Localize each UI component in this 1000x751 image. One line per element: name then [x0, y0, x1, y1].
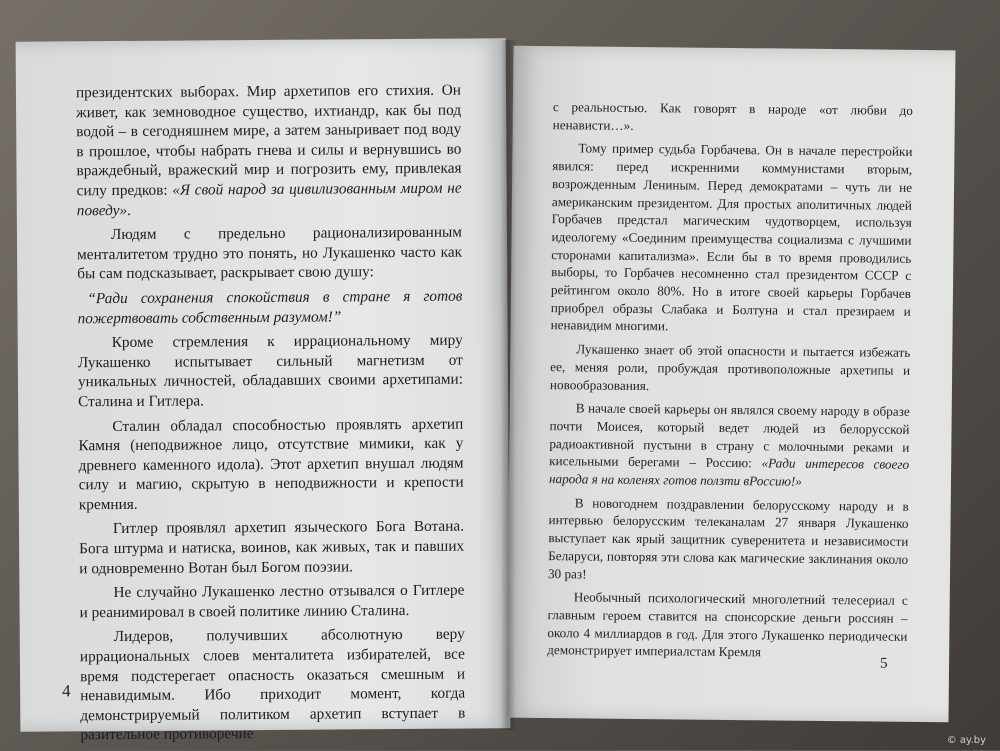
right-page-text [547, 98, 913, 669]
right-paragraph: Необычный психологический многолетний телесериал с главным героем ставится на спонсорские деньги россиян – около 4 миллиардов в год. Для этого Лукашенко периодически демонстрирует империалстам Кремля [547, 589, 908, 660]
right-paragraph: с реальностью. Как говорят в народе «от любви до ненависти…». [552, 99, 913, 133]
left-paragraph: Лидеров, получивших абсолютную веру иррациональных слоев менталитета избирателей, все время подстерегает опасность оказаться смешным и ненавидимым. Ибо приходит момент, когда демонстрируемый политиком архетип вступает в разительное противоречие [79, 626, 466, 744]
book-spine-shadow [500, 40, 516, 730]
left-page [16, 38, 511, 744]
left-paragraph: Кроме стремления к иррациональному миру Лукашенко испытывает сильный магнетизм от уникальных личностей, обладавших своими архетипами: Сталина и Гитлера. [77, 331, 464, 411]
page-number-right: 5 [879, 655, 888, 672]
watermark: © ay.by [946, 735, 986, 746]
left-paragraph: Людям с предельно рационализированным менталитетом трудно это понять, но Лукашенко часто как бы сам подсказывает, раскрывает свою душу: [77, 223, 463, 283]
left-paragraph: Гитлер проявлял архетип языческого Бога Вотана. Бога штурма и натиска, воинов, как живых, так и павших и одновременно Вотан был Богом поэзии. [79, 518, 465, 577]
right-paragraph: Тому пример судьба Горбачева. Он в начале перестройки явился: перед искренними коммунистами вторым, возрожденным Лениным. Перед демократами – чуть ли не американским президентом. Для простых аполитичных людей Горбачев предстал магическим чудотворцем, используя идеологему «Соединим преимущества социализма с лучшими сторонами капитализма». Если бы в то время проводились выборы, то Горбачев несомненно стал президентом СССР с рейтингом около 80%. Но в итоге своей карьеры Горбачев приобрел образы Слабака и Болтуна и стал презираем и ненавидим многими. [550, 140, 913, 334]
page-number-left: 4 [62, 681, 71, 701]
right-paragraph: В новогоднем поздравлении белорусскому народу и в интервью белорусским телеканалам 27 января Лукашенко выступает как ярый защитник суверенитета и независимости Беларуси, повторяя эти слова как магические заклинания около 30 раз! [547, 495, 909, 582]
left-page-text [76, 81, 466, 751]
left-quote: “Ради сохранения спокойствия в стране я готов пожертвовать собственным разумом!” [77, 287, 463, 327]
right-page [506, 46, 955, 723]
left-paragraph: президентских выборах. Мир архетипов его стихия. Он живет, как земноводное существо, ихтиандр, как бы под водой – в сегодняшнем мире, а затем заныривает под воду в прошлое, чтобы набрать гнева и силы и вернувшись во враждебный, вражеский мир и погрозить ему, привлекая силу предков: «Я свой народ за цивилизованным миром не поведу». [75, 81, 462, 219]
left-paragraph: Не случайно Лукашенко лестно отзывался о Гитлере и реанимировал в своей политике линию Сталина. [79, 581, 465, 622]
right-paragraph: В начале своей карьеры он являлся своему народу в образе почти Моисея, который ведет людей из белорусской радиоактивной пустыни в страну с молочными реками и кисельными берегами – Россию: «Ради интересов своего народа я на коленях готов ползти вРоссию!» [548, 400, 910, 489]
left-paragraph: Сталин обладал способностью проявлять архетип Камня (неподвижное лицо, отсутствие мимики, как у древнего каменного идола). Этот архетип внушал людям силу и магию, скрытую в неподвижности и крепости кремния. [78, 415, 464, 514]
right-paragraph: Лукашенко знает об этой опасности и пытается избежать ее, меняя роли, пробуждая противоположные архетипы и новообразования. [549, 341, 911, 393]
